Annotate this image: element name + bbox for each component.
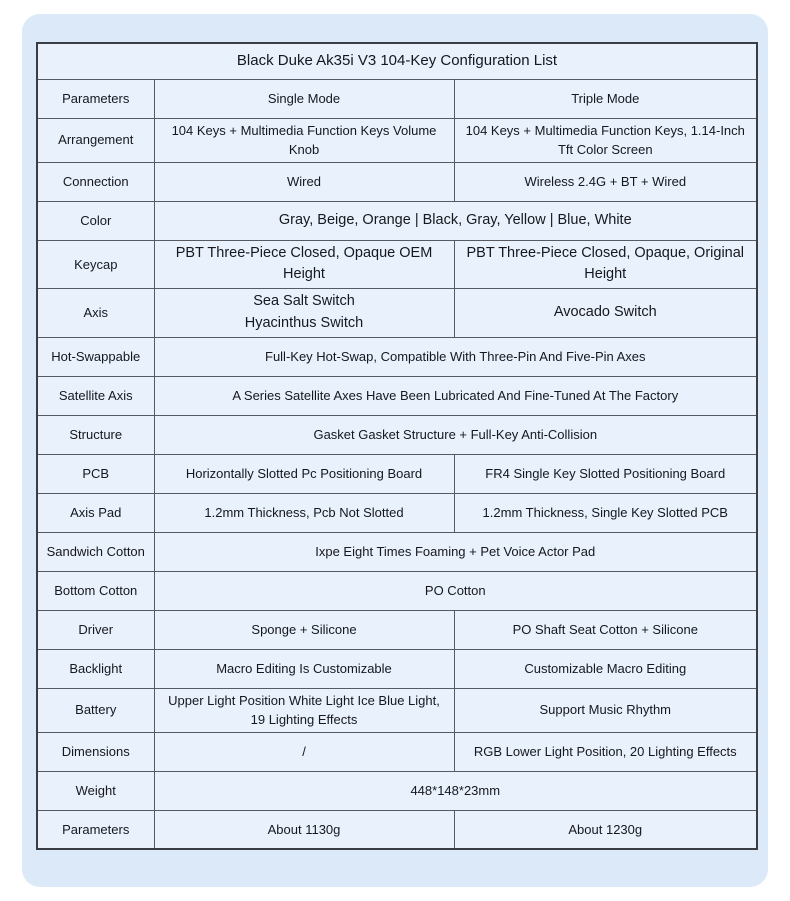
cell-dimensions-single: / xyxy=(154,732,454,771)
table-row xyxy=(37,376,757,415)
cell-driver-triple: PO Shaft Seat Cotton + Silicone xyxy=(454,610,757,649)
cell-arrangement-triple: 104 Keys + Multimedia Function Keys, 1.14-Inch Tft Color Screen xyxy=(454,118,757,162)
table-row xyxy=(37,771,757,810)
table-row xyxy=(37,688,757,732)
cell-axis-pad-single: 1.2mm Thickness, Pcb Not Slotted xyxy=(154,493,454,532)
param-label-parameters: Parameters xyxy=(37,79,154,118)
cell-battery-single: Upper Light Position White Light Ice Blue Light, 19 Lighting Effects xyxy=(154,688,454,732)
cell-connection-triple: Wireless 2.4G + BT + Wired xyxy=(454,162,757,201)
column-header-single-mode: Single Mode xyxy=(154,79,454,118)
table-row xyxy=(37,79,757,118)
cell-battery-triple: Support Music Rhythm xyxy=(454,688,757,732)
cell-pcb-triple: FR4 Single Key Slotted Positioning Board xyxy=(454,454,757,493)
table-row xyxy=(37,201,757,240)
param-label-connection: Connection xyxy=(37,162,154,201)
cell-satellite-axis-span: A Series Satellite Axes Have Been Lubricated And Fine-Tuned At The Factory xyxy=(154,376,757,415)
cell-backlight-triple: Customizable Macro Editing xyxy=(454,649,757,688)
cell-axis-single-line1: Sea Salt Switch xyxy=(253,293,355,309)
cell-axis-triple: Avocado Switch xyxy=(454,289,757,338)
cell-dimensions-triple: RGB Lower Light Position, 20 Lighting Effects xyxy=(454,732,757,771)
param-label-dimensions: Dimensions xyxy=(37,732,154,771)
cell-keycap-triple: PBT Three-Piece Closed, Opaque, Original Height xyxy=(454,240,757,289)
table-row xyxy=(37,118,757,162)
column-header-triple-mode: Triple Mode xyxy=(454,79,757,118)
param-label-keycap: Keycap xyxy=(37,240,154,289)
cell-weight-triple: About 1230g xyxy=(454,810,757,849)
cell-arrangement-single: 104 Keys + Multimedia Function Keys Volume Knob xyxy=(154,118,454,162)
param-label-battery: Battery xyxy=(37,688,154,732)
cell-keycap-single: PBT Three-Piece Closed, Opaque OEM Height xyxy=(154,240,454,289)
table-title: Black Duke Ak35i V3 104-Key Configuration List xyxy=(37,43,757,79)
table-row xyxy=(37,810,757,849)
param-label-sandwich-cotton: Sandwich Cotton xyxy=(37,532,154,571)
table-row xyxy=(37,240,757,289)
param-label-structure: Structure xyxy=(37,415,154,454)
cell-axis-single-line2: Hyacinthus Switch xyxy=(244,314,364,331)
param-label-arrangement: Arrangement xyxy=(37,118,154,162)
table-row xyxy=(37,732,757,771)
table-row xyxy=(37,162,757,201)
table-row xyxy=(37,532,757,571)
table-row xyxy=(37,649,757,688)
table-row xyxy=(37,43,757,79)
cell-weight-span: 448*148*23mm xyxy=(154,771,757,810)
cell-pcb-single: Horizontally Slotted Pc Positioning Board xyxy=(154,454,454,493)
param-label-pcb: PCB xyxy=(37,454,154,493)
table-row xyxy=(37,454,757,493)
cell-sandwich-cotton-span: Ixpe Eight Times Foaming + Pet Voice Actor Pad xyxy=(154,532,757,571)
cell-weight-single: About 1130g xyxy=(154,810,454,849)
param-label-satellite-axis: Satellite Axis xyxy=(37,376,154,415)
cell-backlight-single: Macro Editing Is Customizable xyxy=(154,649,454,688)
param-label-bottom-cotton: Bottom Cotton xyxy=(37,571,154,610)
table-row xyxy=(37,571,757,610)
param-label-driver: Driver xyxy=(37,610,154,649)
cell-axis-single xyxy=(154,289,454,338)
table-row xyxy=(37,493,757,532)
param-label-hot-swappable: Hot-Swappable xyxy=(37,337,154,376)
param-label-axis: Axis xyxy=(37,289,154,338)
cell-color-span: Gray, Beige, Orange | Black, Gray, Yellow | Blue, White xyxy=(154,201,757,240)
cell-structure-span: Gasket Gasket Structure + Full-Key Anti-Collision xyxy=(154,415,757,454)
cell-connection-single: Wired xyxy=(154,162,454,201)
param-label-backlight: Backlight xyxy=(37,649,154,688)
param-label-parameters-weight: Parameters xyxy=(37,810,154,849)
config-card xyxy=(22,14,768,887)
param-label-color: Color xyxy=(37,201,154,240)
table-row xyxy=(37,610,757,649)
table-row xyxy=(37,289,757,338)
cell-axis-pad-triple: 1.2mm Thickness, Single Key Slotted PCB xyxy=(454,493,757,532)
cell-hot-swappable-span: Full-Key Hot-Swap, Compatible With Three-Pin And Five-Pin Axes xyxy=(154,337,757,376)
table-row xyxy=(37,415,757,454)
cell-driver-single: Sponge + Silicone xyxy=(154,610,454,649)
param-label-weight: Weight xyxy=(37,771,154,810)
cell-bottom-cotton-span: PO Cotton xyxy=(154,571,757,610)
configuration-table xyxy=(36,42,758,850)
param-label-axis-pad: Axis Pad xyxy=(37,493,154,532)
table-row xyxy=(37,337,757,376)
